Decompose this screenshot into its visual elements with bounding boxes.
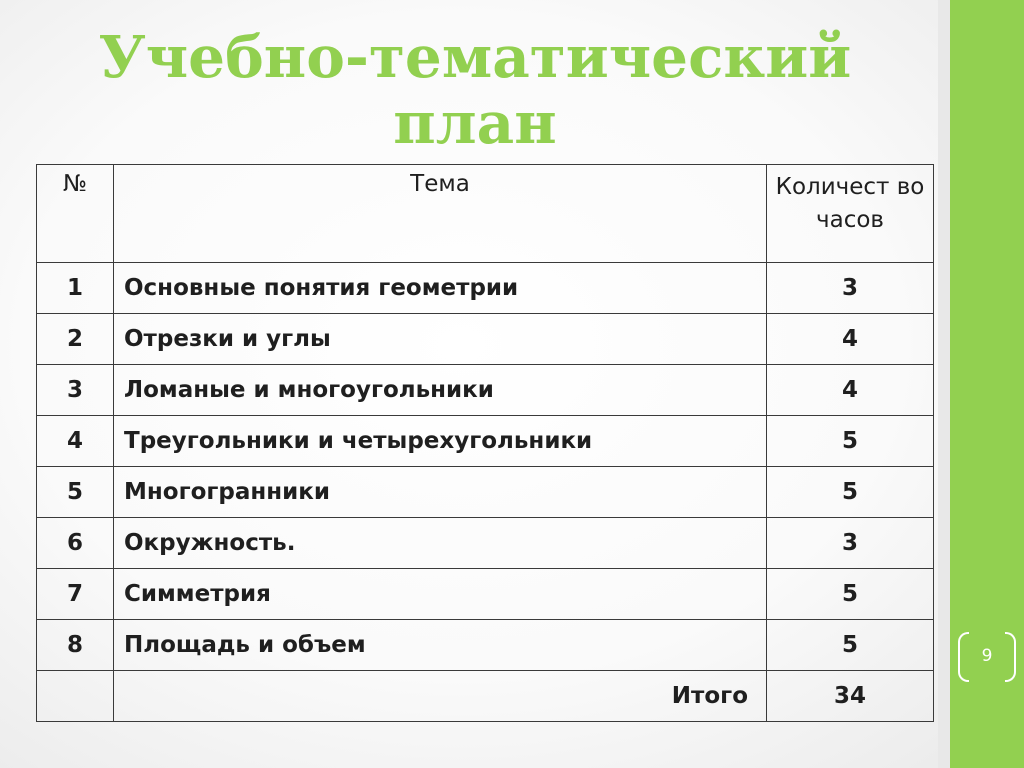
row-hours: 3 bbox=[767, 518, 934, 569]
row-num: 6 bbox=[37, 518, 114, 569]
total-value: 34 bbox=[767, 671, 934, 722]
row-num: 3 bbox=[37, 365, 114, 416]
row-num: 4 bbox=[37, 416, 114, 467]
page-number: 9 bbox=[981, 646, 993, 666]
slide-title-line2: план bbox=[393, 89, 557, 157]
row-hours: 5 bbox=[767, 620, 934, 671]
row-hours: 5 bbox=[767, 467, 934, 518]
row-topic: Основные понятия геометрии bbox=[114, 263, 767, 314]
table-row bbox=[37, 416, 934, 467]
row-hours: 4 bbox=[767, 314, 934, 365]
header-hours: Количест во часов bbox=[767, 165, 934, 263]
row-hours: 5 bbox=[767, 416, 934, 467]
table-row bbox=[37, 314, 934, 365]
row-topic: Симметрия bbox=[114, 569, 767, 620]
header-num: № bbox=[37, 165, 114, 263]
table-row bbox=[37, 365, 934, 416]
table-row bbox=[37, 467, 934, 518]
row-topic: Ломаные и многоугольники bbox=[114, 365, 767, 416]
row-topic: Многогранники bbox=[114, 467, 767, 518]
row-num: 7 bbox=[37, 569, 114, 620]
row-topic: Окружность. bbox=[114, 518, 767, 569]
row-hours: 5 bbox=[767, 569, 934, 620]
total-empty-cell bbox=[37, 671, 114, 722]
curriculum-table bbox=[36, 164, 934, 722]
row-num: 2 bbox=[37, 314, 114, 365]
table-row bbox=[37, 518, 934, 569]
row-topic: Площадь и объем bbox=[114, 620, 767, 671]
table-row bbox=[37, 620, 934, 671]
left-brace-icon bbox=[958, 632, 969, 682]
slide-title-line1: Учебно-тематический bbox=[98, 23, 852, 91]
row-num: 5 bbox=[37, 467, 114, 518]
table-row bbox=[37, 569, 934, 620]
right-brace-icon bbox=[1005, 632, 1016, 682]
row-num: 1 bbox=[37, 263, 114, 314]
table-row bbox=[37, 263, 934, 314]
page-number-badge bbox=[958, 632, 1016, 680]
table-total-row bbox=[37, 671, 934, 722]
row-num: 8 bbox=[37, 620, 114, 671]
row-topic: Отрезки и углы bbox=[114, 314, 767, 365]
table-header-row bbox=[37, 165, 934, 263]
header-topic: Тема bbox=[114, 165, 767, 263]
slide-title bbox=[0, 24, 950, 156]
row-hours: 4 bbox=[767, 365, 934, 416]
total-label: Итого bbox=[114, 671, 767, 722]
row-hours: 3 bbox=[767, 263, 934, 314]
row-topic: Треугольники и четырехугольники bbox=[114, 416, 767, 467]
